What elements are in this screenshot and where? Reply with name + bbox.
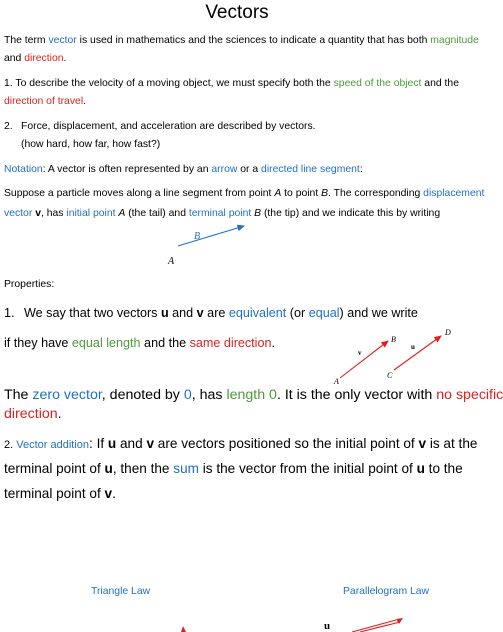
vector-u: u — [104, 461, 113, 476]
vector-u: u — [416, 461, 425, 476]
diagram-label-u: u — [411, 343, 415, 351]
text: terminal point of — [4, 486, 105, 501]
addition-line-1 — [4, 435, 477, 454]
term-direction-of-travel: direction of travel — [4, 96, 84, 107]
prop-1-num: 1. — [4, 306, 15, 320]
vector-v: v — [104, 486, 113, 501]
term-terminal-point: terminal point — [188, 208, 252, 219]
vector-u-arrow — [394, 336, 441, 370]
text: : — [359, 164, 363, 175]
term-equal-length: equal length — [71, 336, 141, 350]
point-b: B — [254, 208, 262, 219]
text: . The corresponding — [328, 188, 424, 199]
term-directed-line-segment: directed line segment — [261, 164, 360, 175]
text: To describe the velocity of a moving object, we must specify both the — [15, 78, 334, 89]
text: 2. — [4, 439, 17, 451]
term-direction: direction — [24, 53, 64, 64]
parallelogram-label-u: u — [324, 620, 331, 632]
text: or a — [237, 164, 262, 175]
vector-v-arrow — [340, 341, 388, 378]
term-vector: vector — [4, 208, 33, 219]
parallelogram-law-label: Parallelogram Law — [343, 586, 430, 597]
term-sum: sum — [173, 461, 199, 476]
point-a: A — [118, 208, 126, 219]
point-a: A — [274, 188, 282, 199]
text: . It is the only vector with — [276, 387, 437, 403]
text: , has — [40, 208, 67, 219]
zero-line-1 — [4, 386, 503, 404]
text: . — [63, 53, 67, 64]
text: are vectors positioned so the initial point of — [154, 436, 419, 451]
item-2-num: 2. — [4, 121, 13, 132]
text: are — [203, 306, 229, 320]
triangle-law-label: Triangle Law — [91, 586, 151, 597]
prop-1-line-2 — [4, 335, 275, 351]
text: (or — [286, 306, 309, 320]
text: and — [168, 306, 197, 320]
addition-line-2 — [4, 460, 463, 478]
term-speed: speed of the object — [333, 78, 422, 89]
term-length-0: length 0 — [226, 387, 277, 403]
text: and — [4, 53, 25, 64]
prop-1-line-1 — [24, 305, 418, 321]
text: (the tip) and we indicate this by writing — [261, 208, 441, 219]
diagram-label-v: v — [358, 349, 362, 357]
text: and the — [421, 78, 459, 89]
text: 1. — [4, 78, 16, 89]
text: to the — [424, 461, 463, 476]
text: Suppose a particle moves along a line segment from point — [4, 188, 275, 199]
text: , denoted by — [101, 387, 184, 403]
text: . — [271, 336, 275, 350]
text: and — [116, 436, 147, 451]
vector-u: u — [160, 306, 169, 320]
page-title: Vectors — [205, 2, 269, 23]
term-zero: 0 — [183, 387, 192, 403]
parallelogram-arrow-2 — [360, 622, 400, 632]
vector-v: v — [418, 436, 427, 451]
text: is used in mathematics and the sciences to indicate a quantity that has both — [76, 35, 431, 46]
vector-v: v — [146, 436, 155, 451]
text: . — [83, 96, 87, 107]
text: ) and we write — [339, 306, 418, 320]
text: The term — [4, 35, 49, 46]
text: is the vector from the initial point of — [198, 461, 417, 476]
term-vector-addition: Vector addition — [16, 439, 90, 451]
text: . — [57, 406, 62, 422]
text: terminal point of — [4, 461, 105, 476]
text: : If — [89, 436, 108, 451]
text: and the — [140, 336, 190, 350]
text: (the tail) and — [125, 208, 189, 219]
vector-ab-arrow — [178, 226, 244, 246]
vector-v: v — [196, 306, 204, 320]
zero-line-2 — [4, 405, 62, 423]
term-no-specific: no specific — [436, 387, 503, 403]
addition-text — [89, 436, 477, 451]
text: . — [112, 486, 116, 501]
text: The — [4, 387, 33, 403]
properties-heading: Properties: — [4, 279, 55, 290]
term-arrow: arrow — [211, 164, 238, 175]
term-displacement: displacement — [423, 188, 485, 199]
point-b: B — [321, 188, 329, 199]
diagram-label-a: A — [168, 256, 175, 267]
text: is at the — [426, 436, 478, 451]
diagram-label-a2: A — [334, 377, 339, 386]
item-2-text: Force, displacement, and acceleration are described by vectors. — [21, 121, 316, 132]
term-magnitude: magnitude — [430, 35, 479, 46]
text: , then the — [112, 461, 174, 476]
text: , has — [191, 387, 227, 403]
term-equivalent: equivalent — [228, 306, 287, 320]
text: We say that two vectors — [24, 306, 161, 320]
term-same-direction: same direction — [189, 336, 272, 350]
parallelogram-arrow-1 — [352, 620, 396, 632]
addition-line-3 — [4, 485, 116, 503]
diagram-label-c: C — [387, 371, 393, 380]
term-notation: Notation — [4, 164, 43, 175]
text: : A vector is often represented by an — [42, 164, 212, 175]
vector-v: v — [35, 208, 41, 219]
text: to point — [281, 188, 322, 199]
term-zero-vector: zero vector — [32, 387, 102, 403]
term-initial-point: initial point — [66, 208, 116, 219]
diagram-label-d: D — [445, 328, 451, 337]
diagram-label-b2: B — [391, 335, 396, 344]
term-direction: direction — [4, 406, 58, 422]
triangle-law-arrowhead — [181, 626, 186, 632]
diagram-label-b: B — [194, 231, 201, 242]
text: if they have — [4, 336, 72, 350]
item-2-sub: (how hard, how far, how fast?) — [21, 139, 161, 150]
term-vector: vector — [48, 35, 77, 46]
term-equal: equal — [308, 306, 340, 320]
vector-u: u — [107, 436, 117, 451]
